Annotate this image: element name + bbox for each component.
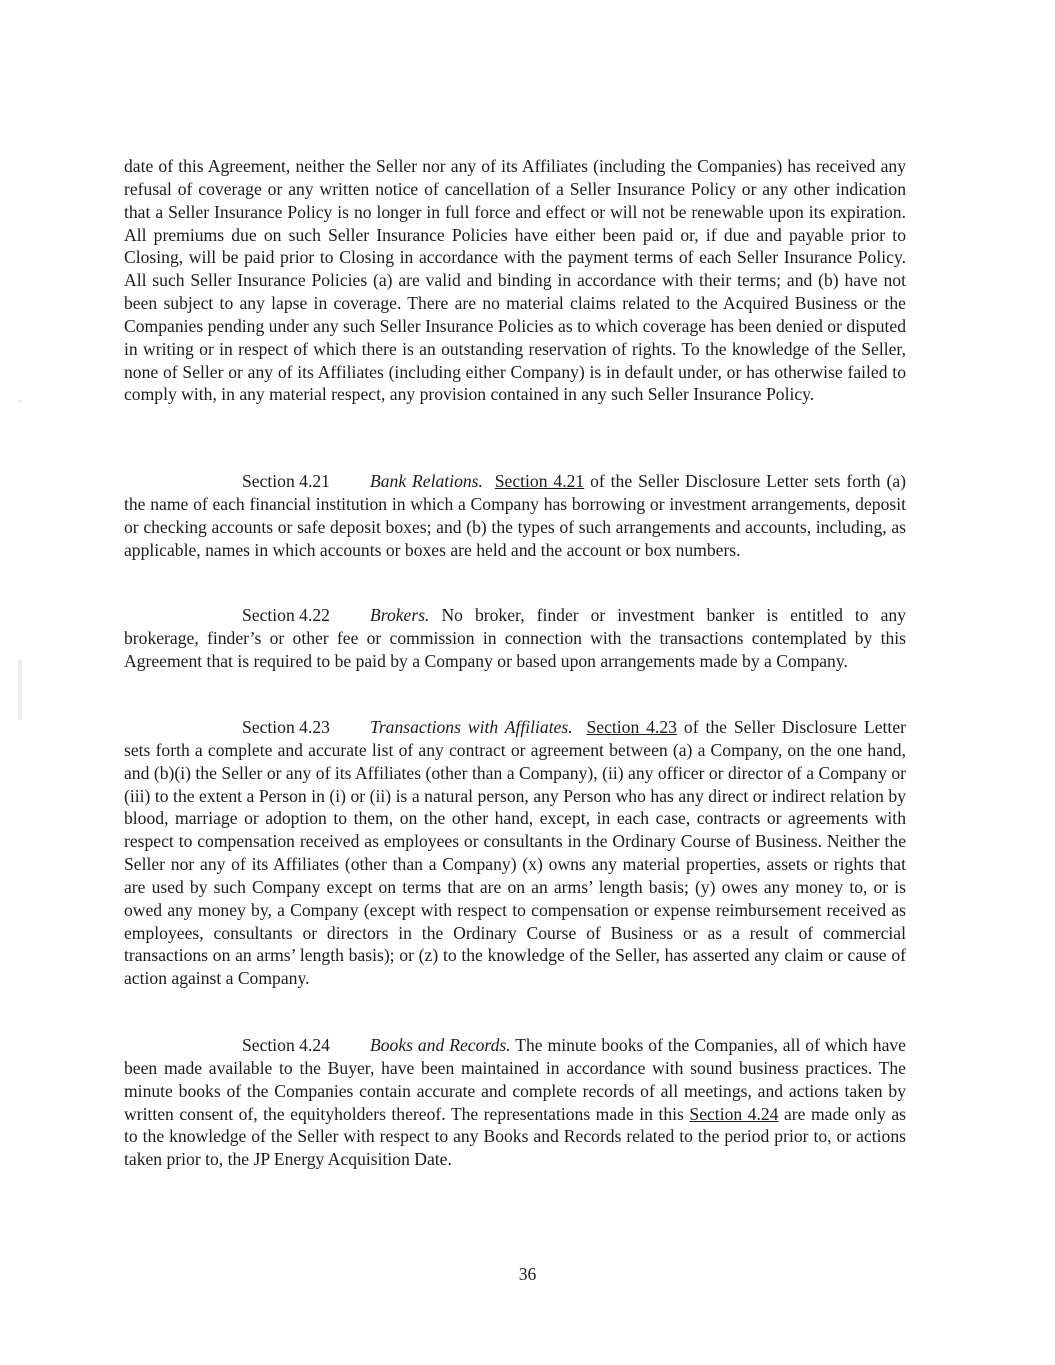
section-number: Section 4.22 [242,605,330,625]
section-cross-reference: Section 4.21 [494,471,585,491]
section-body: The minute books of the Companies, all of which have been made available to the Buyer, have been maintained in accordance with sound business practices. The minute books of the Companies contain accurate and complete records of all meetings, and actions taken by written consent of, the equityholders thereof. The representations made in this [124,1035,906,1124]
section-number: Section 4.21 [242,471,330,491]
section-4-21-paragraph [124,470,906,561]
section-title: Bank Relations. [370,471,483,491]
section-cross-reference: Section 4.23 [586,717,677,737]
insurance-policy-paragraph [124,155,906,406]
page-number: 36 [518,1264,537,1284]
section-number: Section 4.23 [242,717,330,737]
section-body: of the Seller Disclosure Letter sets forth (a) the name of each financial institution in which a Company has borrowing or investment arrangements, deposit or checking accounts or safe deposit boxes; and (b) the types of such arrangements and accounts, including, as applicable, names in which accounts or boxes are held and the account or box numbers. [124,471,906,560]
section-body: are made only as to the knowledge of the Seller with respect to any Books and Records related to the period prior to, or actions taken prior to, the JP Energy Acquisition Date. [124,1103,907,1170]
section-4-23-paragraph [124,716,906,990]
section-title: Transactions with Affiliates. [370,717,573,737]
scan-artifact [18,660,22,720]
section-body: No broker, finder or investment banker is entitled to any brokerage, finder’s or other fee or commission in connection with the transactions contemplated by this Agreement that is required to be paid by a Company or based upon arrangements made by a Company. [124,605,906,671]
section-title: Books and Records. [370,1035,511,1055]
section-number: Section 4.24 [242,1035,330,1055]
section-body: of the Seller Disclosure Letter sets forth a complete and accurate list of any contract or agreement between (a) a Company, on the one hand, and (b)(i) the Seller or any of its Affiliates (other than a Company), (ii) any officer or director of a Company or (iii) to the extent a Person in (i) or (ii) is a natural person, any Person who has any direct or indirect relation by blood, marriage or adoption to them, on the other hand, except, in each case, contracts or agreements with respect to compensation received as employees or consultants in the Ordinary Course of Business. Neither the Seller nor any of its Affiliates (other than a Company) (x) owns any material properties, assets or rights that are used by such Company except on terms that are on an arms’ length basis; (y) owes any money to, or is owed any money by, a Company (except with respect to compensation or expense reimbursement received as employees, consultants or directors in the Ordinary Course of Business or as a result of commercial transactions on an arms’ length basis); or (z) to the knowledge of the Seller, has asserted any claim or cause of action against a Company. [124,717,906,989]
section-cross-reference: Section 4.24 [689,1103,779,1124]
continuation-text: date of this Agreement, neither the Seller nor any of its Affiliates (including the Companies) has received any refusal of coverage or any written notice of cancellation of a Seller Insurance Policy or any other indication that a Seller Insurance Policy is no longer in full force and effect or will not be renewable upon its expiration. All premiums due on such Seller Insurance Policies have either been paid or, if due and payable prior to Closing, will be paid prior to Closing in accordance with the payment terms of each Seller Insurance Policy. All such Seller Insurance Policies (a) are valid and binding in accordance with their terms; and (b) have not been subject to any lapse in coverage. There are no material claims related to the Acquired Business or the Companies pending under any such Seller Insurance Policies as to which coverage has been denied or disputed in writing or in respect of which there is an outstanding reservation of rights. To the knowledge of the Seller, none of Seller or any of its Affiliates (including either Company) is in default under, or has otherwise failed to comply with, in any material respect, any provision contained in any such Seller Insurance Policy. [124,156,906,405]
section-4-24-paragraph [124,1034,906,1171]
section-4-22-paragraph [124,604,906,673]
section-title: Brokers. [370,605,430,625]
scan-artifact [18,400,22,403]
